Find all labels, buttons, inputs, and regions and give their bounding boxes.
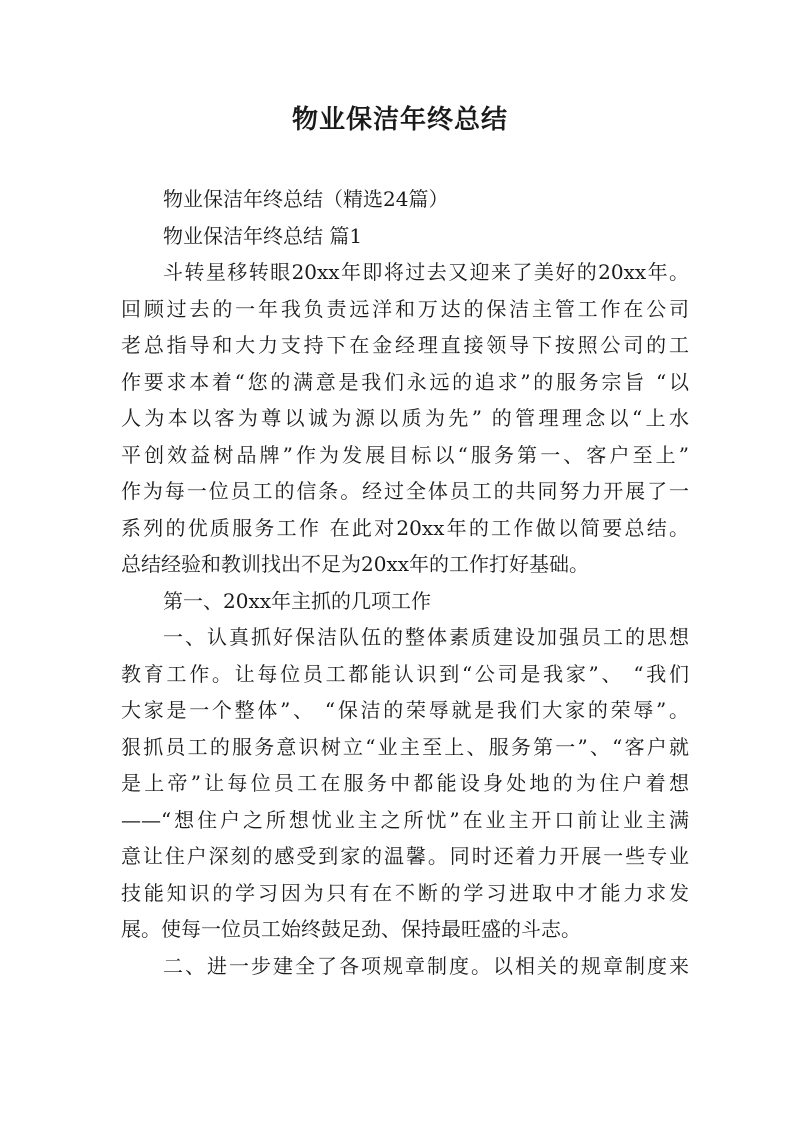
paragraph-line: ——“想住户之所想忧业主之所忧”在业主开口前让业主满 <box>121 807 689 832</box>
document-body <box>121 181 689 984</box>
paragraph-line: 意让住户深刻的感受到家的温馨。同时还着力开展一些专业 <box>121 844 689 868</box>
paragraph-line: 狠抓员工的服务意识树立“业主至上、服务第一”、“客户就 <box>121 734 689 759</box>
paragraph-line: 老总指导和大力支持下在金经理直接领导下按照公司的工 <box>121 333 689 357</box>
paragraph-line: 大家是一个整体”、 “保洁的荣辱就是我们大家的荣辱”。 <box>121 698 689 722</box>
paragraph-line: 第一、20xx年主抓的几项工作 <box>163 588 432 613</box>
paragraph-line: 二、进一步建全了各项规章制度。以相关的规章制度来 <box>163 953 689 978</box>
paragraph-line: 作要求本着“您的满意是我们永远的追求”的服务宗旨 “以 <box>121 369 689 394</box>
paragraph-line: 作为每一位员工的信条。经过全体员工的共同努力开展了一 <box>121 479 689 503</box>
paragraph-line: 回顾过去的一年我负责远洋和万达的保洁主管工作在公司 <box>121 296 689 321</box>
paragraph-line: 一、认真抓好保洁队伍的整体素质建设加强员工的思想 <box>163 625 689 649</box>
paragraph-line: 斗转星移转眼20xx年即将过去又迎来了美好的20xx年。 <box>163 260 689 284</box>
paragraph-line: 展。使每一位员工始终鼓足劲、保持最旺盛的斗志。 <box>121 917 581 941</box>
paragraph-line: 技能知识的学习因为只有在不断的学习进取中才能力求发 <box>121 880 689 905</box>
paragraph-line: 总结经验和教训找出不足为20xx年的工作打好基础。 <box>121 552 590 576</box>
paragraph-line: 是上帝”让每位员工在服务中都能设身处地的为住户着想 <box>121 771 689 795</box>
paragraph-line: 物业保洁年终总结 篇1 <box>163 223 363 248</box>
paragraph-line: 物业保洁年终总结（精选24篇） <box>163 187 449 211</box>
document-title: 物业保洁年终总结 <box>291 105 508 135</box>
paragraph-line: 人为本以客为尊以诚为源以质为先” 的管理理念以“上水 <box>121 406 689 430</box>
paragraph-line: 系列的优质服务工作 在此对20xx年的工作做以简要总结。 <box>121 515 689 540</box>
paragraph-line: 教育工作。让每位员工都能认识到“公司是我家”、 “我们 <box>121 661 689 686</box>
paragraph-line: 平创效益树品牌”作为发展目标以“服务第一、客户至上” <box>121 442 689 467</box>
